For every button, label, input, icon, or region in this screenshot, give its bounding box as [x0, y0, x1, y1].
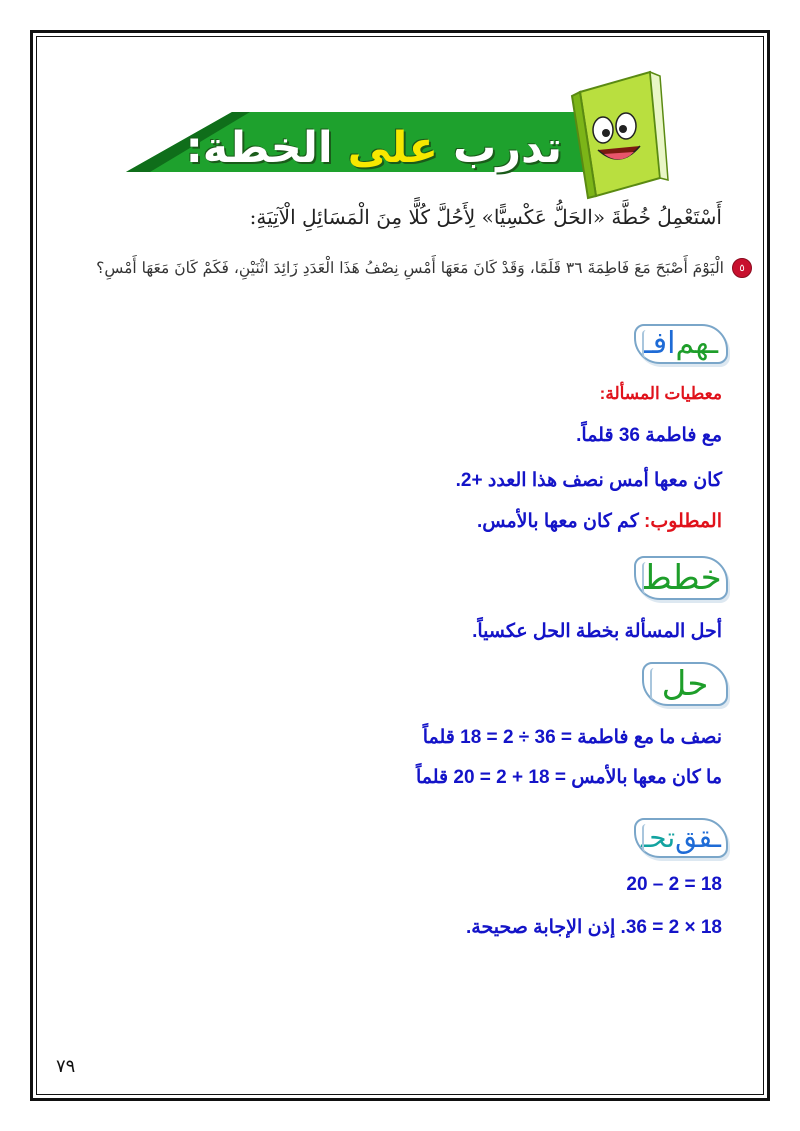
banner-title-word-3: الخطة:	[185, 123, 333, 173]
required-text: كم كان معها بالأمس.	[476, 511, 645, 532]
banner-title-word-2: على	[347, 123, 439, 173]
solve-line-2: ما كان معها بالأمس = 18 + 2 = 20 قلماً	[415, 767, 722, 788]
banner-title-word-1: تدرب	[453, 123, 562, 173]
tag-understand	[634, 324, 728, 364]
tag-check-part-b: ـقق	[675, 821, 721, 854]
solve-line-1: نصف ما مع فاطمة = 36 ÷ 2 = 18 قلماً	[422, 727, 722, 748]
question-text: الْيَوْمَ أَصْبَحَ مَعَ فَاطِمَةَ ٣٦ قَلَمًا، وَقَدْ كَانَ مَعَهَا أَمْسِ نِصْفُ هَذَا الْعَدَدِ زَائِدَ اثْنَيْنِ، فَكَمْ كَانَ مَعَهَا أَمْسِ؟	[96, 259, 724, 277]
given-2: كان معها أمس نصف هذا العدد +2.	[455, 470, 722, 491]
givens-label: معطيات المسألة:	[599, 384, 722, 403]
given-1: مع فاطمة 36 قلماً.	[576, 425, 722, 446]
plan-text: أحل المسألة بخطة الحل عكسياً.	[472, 621, 722, 642]
tag-check-part-a: تحـ	[641, 821, 676, 854]
tag-check	[634, 818, 728, 858]
book-mascot-icon	[572, 72, 668, 198]
instruction-line: أَسْتَعْمِلُ خُطَّةَ «الحَلُّ عَكْسِيًّا» لِأَحُلَّ كُلًّا مِنَ الْمَسَائِلِ الْآتِيَةِ:	[249, 205, 722, 229]
required-line	[477, 510, 722, 533]
required-label: المطلوب:	[644, 511, 722, 532]
page-number: ٧٩	[56, 1056, 76, 1077]
check-line-2: 18 × 2 = 36. إذن الإجابة صحيحة.	[466, 917, 722, 938]
tag-solve: حل	[642, 662, 728, 706]
question-line	[96, 258, 752, 278]
tag-understand-part-b: ـهم	[675, 326, 719, 361]
tag-understand-part-a: افـ	[643, 326, 676, 361]
tag-plan: خطط	[634, 556, 728, 600]
banner-title	[185, 116, 562, 180]
check-line-1: 20 – 2 = 18	[626, 874, 722, 895]
question-number-badge: ٥	[732, 258, 752, 278]
